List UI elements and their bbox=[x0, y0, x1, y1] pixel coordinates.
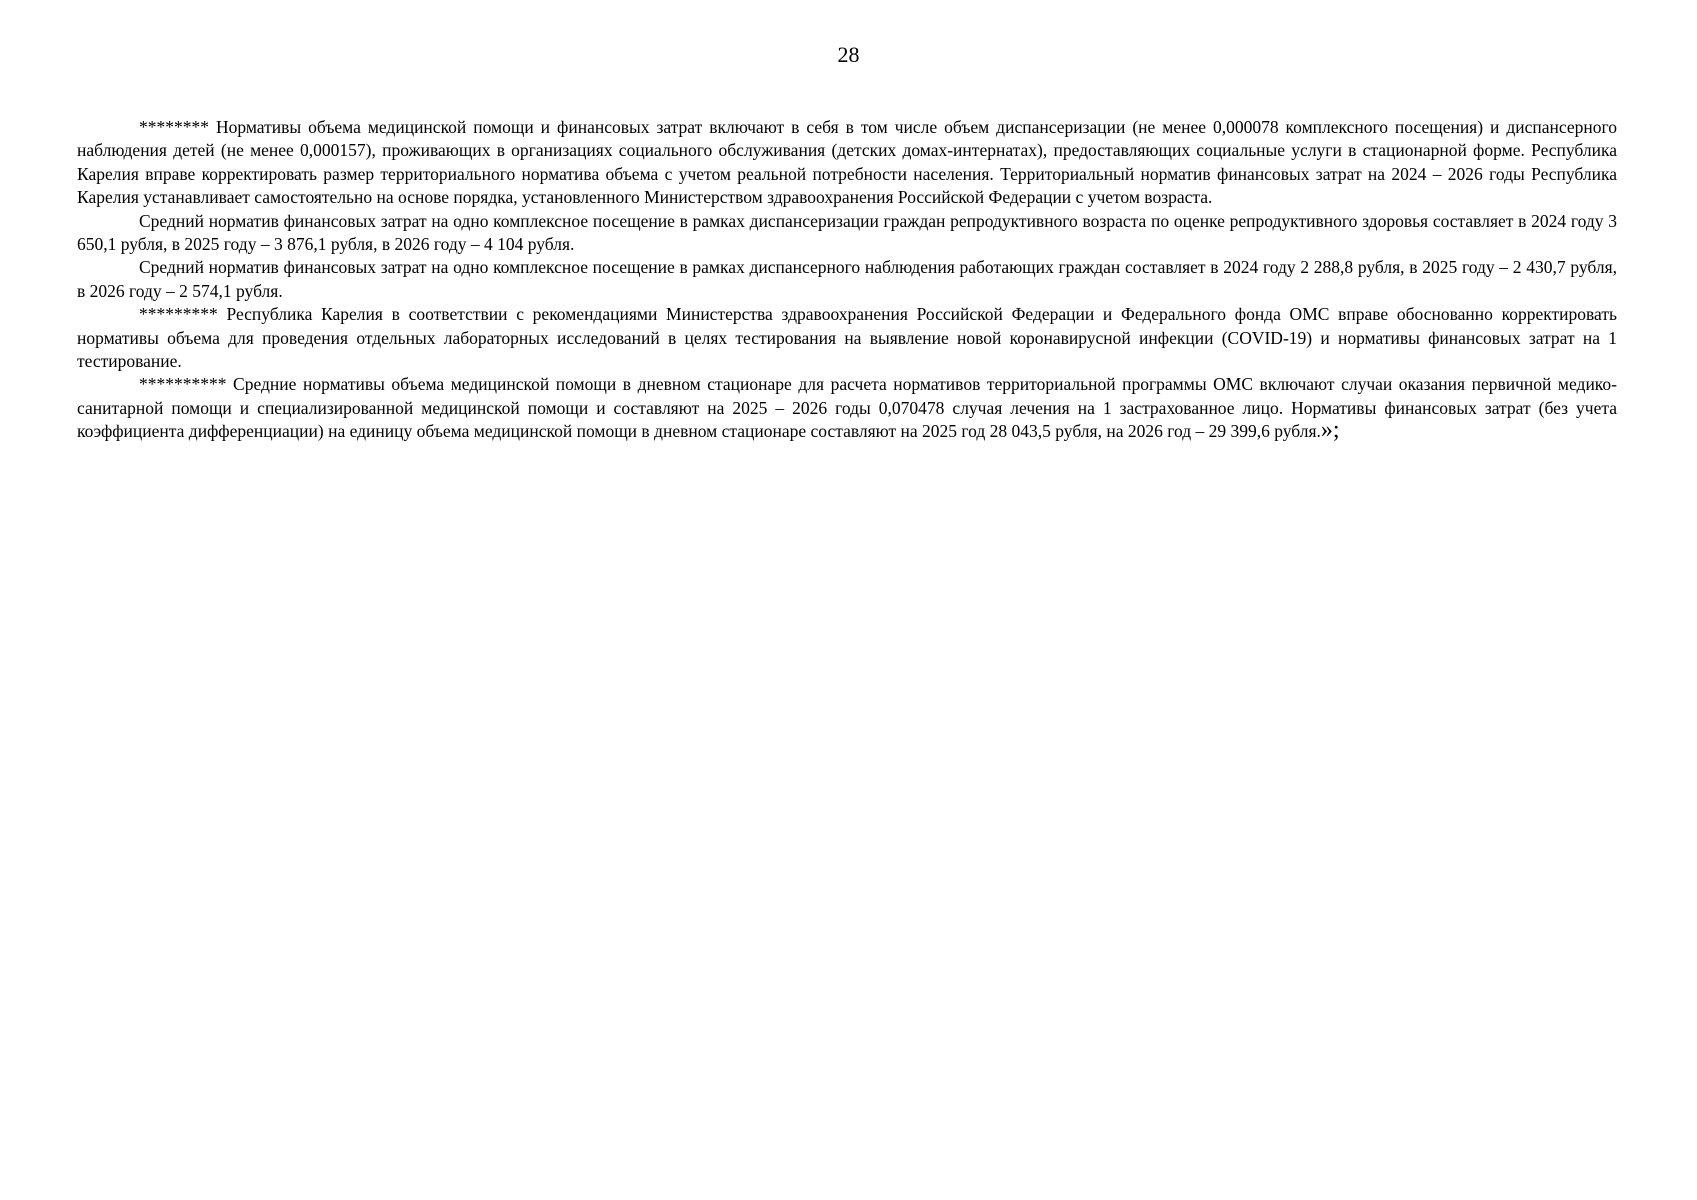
footnote-paragraph bbox=[77, 303, 1617, 373]
closing-quote-mark: »; bbox=[1320, 417, 1340, 444]
footnote-text: ********** Средние нормативы объема медицинской помощи в дневном стационаре для расчета нормативов территориальной программы ОМС включают случаи оказания первичной медико-санитарной помощи и специализированной медицинской помощи и составляют на 2025 – 2026 годы 0,070478 случая лечения на 1 застрахованное лицо. Нормативы финансовых затрат (без учета коэффициента дифференциации) на единицу объема медицинской помощи в дневном стационаре составляют на 2025 год 28 043,5 рубля, на 2026 год – 29 399,6 рубля. bbox=[77, 374, 1617, 442]
page-number: 28 bbox=[837, 42, 860, 67]
footnote-paragraph bbox=[77, 210, 1617, 257]
footnote-paragraph bbox=[77, 116, 1617, 210]
footnote-text: ******** Нормативы объема медицинской помощи и финансовых затрат включают в себя в том числе объем диспансеризации (не менее 0,000078 комплексного посещения) и диспансерного наблюдения детей (не менее 0,000157), проживающих в организациях социального обслуживания (детских домах-интернатах), предоставляющих социальные услуги в стационарной форме. Республика Карелия вправе корректировать размер территориального норматива объема с учетом реальной потребности населения. Территориальный норматив финансовых затрат на 2024 – 2026 годы Республика Карелия устанавливает самостоятельно на основе порядка, установленного Министерством здравоохранения Российской Федерации с учетом возраста. bbox=[77, 117, 1617, 208]
footnote-paragraph bbox=[77, 256, 1617, 303]
footnote-text: Средний норматив финансовых затрат на одно комплексное посещение в рамках диспансерного наблюдения работающих граждан составляет в 2024 году 2 288,8 рубля, в 2025 году – 2 430,7 рубля, в 2026 году – 2 574,1 рубля. bbox=[77, 257, 1617, 301]
footnote-text: ********* Республика Карелия в соответствии с рекомендациями Министерства здравоохранения Российской Федерации и Федерального фонда ОМС вправе обоснованно корректировать нормативы объема для проведения отдельных лабораторных исследований в целях тестирования на выявление новой коронавирусной инфекции (COVID-19) и нормативы финансовых затрат на 1 тестирование. bbox=[77, 304, 1617, 372]
footnote-text: Средний норматив финансовых затрат на одно комплексное посещение в рамках диспансеризации граждан репродуктивного возраста по оценке репродуктивного здоровья составляет в 2024 году 3 650,1 рубля, в 2025 году – 3 876,1 рубля, в 2026 году – 4 104 рубля. bbox=[77, 210, 1617, 255]
footnote-paragraph bbox=[77, 373, 1617, 443]
footnotes-block bbox=[77, 116, 1617, 444]
